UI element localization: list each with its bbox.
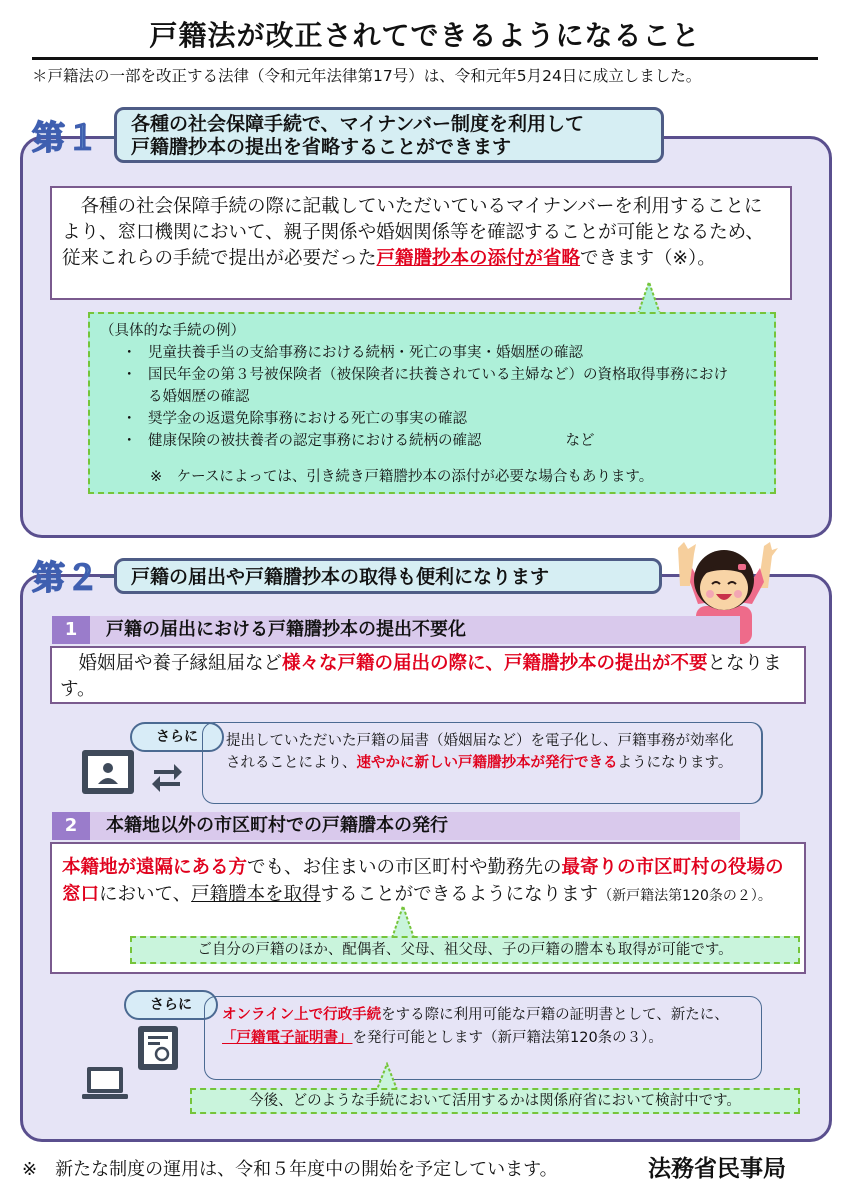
sub2-number: 2 [52,812,90,840]
section1-label: 第１ [32,118,100,157]
section1-heading [114,107,664,163]
section2-heading: 戸籍の届出や戸籍謄抄本の取得も便利になります [114,558,662,594]
sub1-sarani-highlight: 速やかに新しい戸籍謄抄本が発行できる [356,755,618,771]
sub2-sarani-badge: さらに [124,990,218,1020]
sub2-small: （新戸籍法第120条の２）。 [598,888,772,904]
examples-title: （具体的な手続の例） [100,323,245,339]
example-item: ・ 奨学金の返還免除事務における死亡の事実の確認 [100,408,764,430]
section1-body [50,186,792,300]
sub2-text-2: において、 [99,884,192,905]
sub2-sarani-text [222,1004,740,1050]
laptop-icon [80,1064,130,1104]
section1-body-highlight: 戸籍謄抄本の添付が省略 [376,248,581,269]
sub1-sarani-post: ようになります。 [617,755,733,771]
title-divider [32,57,818,60]
sub2-sarani-text-2: を発行可能とします（新戸籍法第120条の３）。 [352,1030,663,1046]
top-note: ＊戸籍法の一部を改正する法律（令和元年法律第17号）は、令和元年5月24日に成立しました。 [32,67,702,85]
sub2-sarani-text-1: をする際に利用可能な戸籍の証明書として、新たに、 [381,1007,729,1023]
sub1-sarani-pre: 提出していただいた戸籍の届書（婚姻届など）を電子化し、戸籍事務が効率化されることにより、 [226,733,734,771]
footer-note: ※ 新たな制度の運用は、令和５年度中の開始を予定しています。 [22,1159,558,1180]
example-item: ・ 児童扶養手当の支給事務における続柄・死亡の事実・婚姻歴の確認 [100,342,764,364]
footer-org: 法務省民事局 [648,1156,786,1182]
examples-note: ※ ケースによっては、引き続き戸籍謄抄本の添付が必要な場合もあります。 [150,469,654,485]
sub2-highlight-2: 最寄りの市区町村の役場の窓口 [62,857,784,905]
sub1-body-highlight: 様々な戸籍の届出の際に、戸籍謄抄本の提出が不要 [282,653,708,674]
sub2-callout2: 今後、どのような手続において活用するかは関係府省において検討中です。 [190,1088,800,1114]
certificate-document-icon [136,1024,180,1072]
page-title: 戸籍法が改正されてできるようになること [149,19,701,52]
sub1-body-pre: 婚姻届や養子縁組届など [60,653,283,674]
tablet-document-icon [80,748,136,796]
examples-list [100,342,764,452]
section2-label: 第２ [32,558,100,597]
sub2-callout: ご自分の戸籍のほか、配偶者、父母、祖父母、子の戸籍の謄本も取得が可能です。 [130,936,800,964]
section1-body-tail: できます（※）。 [580,248,716,269]
section1-body-text: 各種の社会保障手続の際に記載していただいているマイナンバーを利用することにより、窓口機関において、親子関係や婚姻関係等を確認することが可能となるため、従来これらの手続で提出が必要だった [62,196,764,269]
sub1-sarani-badge: さらに [130,722,224,752]
examples-suffix: など [565,433,595,449]
section1-heading-line1: 各種の社会保障手続で、マイナンバー制度を利用して [131,113,584,135]
sub1-sarani-text [226,730,736,774]
swap-arrows-icon [150,758,184,794]
sub2-sarani-highlight-2: 「戸籍電子証明書」 [222,1030,353,1046]
example-item-text: 健康保険の被扶養者の認定事務における続柄の確認 [148,433,482,449]
sub2-callout-pointer [388,904,418,940]
example-item [100,430,764,452]
sub2-title: 本籍地以外の市区町村での戸籍謄本の発行 [90,812,740,840]
sub1-title: 戸籍の届出における戸籍謄抄本の提出不要化 [90,616,740,644]
sub1-body-post: となります。 [60,653,782,700]
example-item: ・ 国民年金の第３号被保険者（被保険者に扶養されている主婦など）の資格取得事務における婚姻歴の確認 [100,364,764,408]
sub2-text-3: することができるようになります [320,884,599,905]
sub1-body [50,646,806,704]
sub2-highlight-1: 本籍地が遠隔にある方 [62,857,248,878]
section1-callout-pointer [634,280,664,316]
section1-heading-line2: 戸籍謄抄本の提出を省略することができます [131,136,512,158]
section1-examples-box [88,312,776,494]
sub1-number: 1 [52,616,90,644]
sub2-sarani-highlight: オンライン上で行政手続 [222,1007,382,1023]
sub2-text-1: でも、お住まいの市区町村や勤務先の [247,857,562,878]
sub2-underline: 戸籍謄本を取得 [191,884,321,905]
